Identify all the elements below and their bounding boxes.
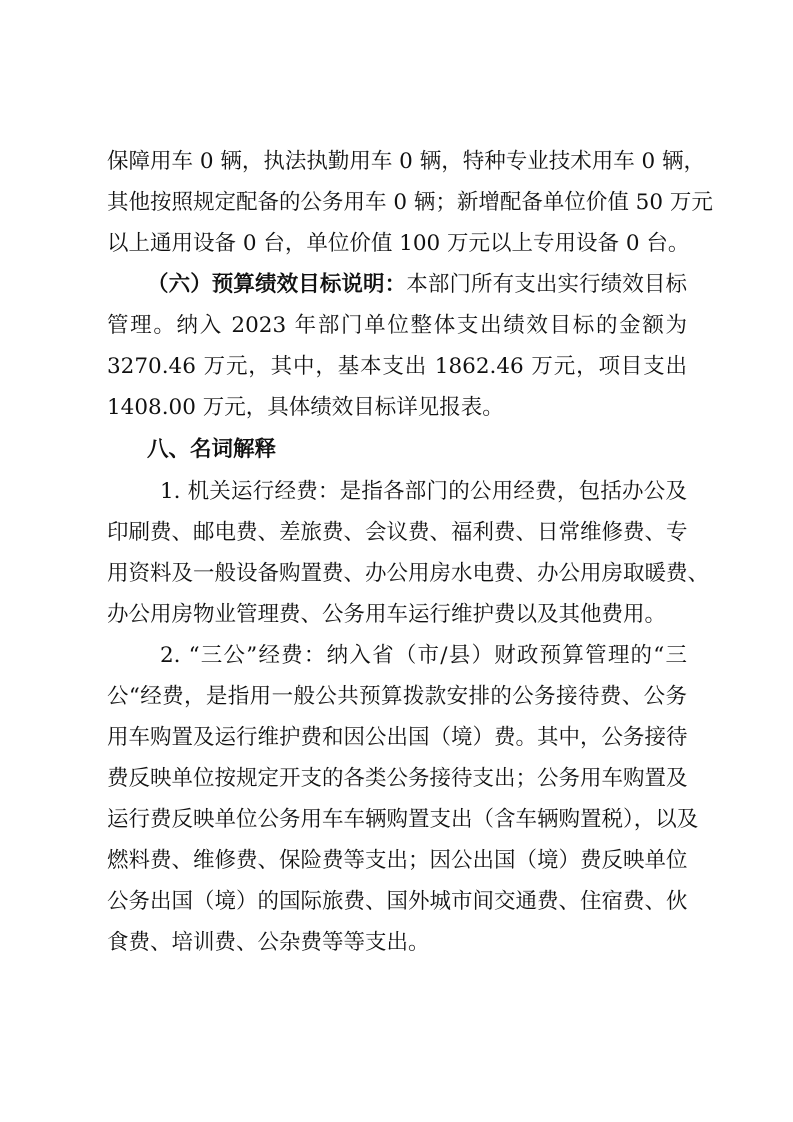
body-line: 保障用车 0 辆，执法执勤用车 0 辆，特种专业技术用车 0 辆， <box>107 149 706 174</box>
term1-line: 办公用房物业管理费、公务用车运行维护费以及其他费用。 <box>107 602 667 627</box>
term2-line: 2. “三公”经费：纳入省（市/县）财政预算管理的“三 <box>160 643 687 668</box>
performance-line: 1408.00 万元，具体绩效目标详见报表。 <box>107 395 504 420</box>
performance-line: 3270.46 万元，其中，基本支出 1862.46 万元，项目支出 <box>107 354 687 379</box>
term1-line: 1. 机关运行经费：是指各部门的公用经费，包括办公及 <box>160 479 687 504</box>
term2-line: 公务出国（境）的国际旅费、国外城市间交通费、住宿费、伙 <box>107 889 688 914</box>
term2-line: 用车购置及运行维护费和因公出国（境）费。其中，公务接待 <box>107 725 688 750</box>
body-line: 其他按照规定配备的公务用车 0 辆；新增配备单位价值 50 万元 <box>107 190 713 215</box>
performance-paragraph-first-line <box>147 265 687 305</box>
body-line: 以上通用设备 0 台，单位价值 100 万元以上专用设备 0 台。 <box>107 231 690 256</box>
term2-line: 公“经费，是指用一般公共预算拨款安排的公务接待费、公务 <box>107 684 687 709</box>
term2-line: 燃料费、维修费、保险费等支出；因公出国（境）费反映单位 <box>107 848 688 873</box>
term2-line: 运行费反映单位公务用车车辆购置支出（含车辆购置税），以及 <box>107 807 699 832</box>
performance-line: 管理。纳入 2023 年部门单位整体支出绩效目标的金额为 <box>107 313 687 338</box>
performance-label: （六）预算绩效目标说明： <box>147 272 407 297</box>
term2-line: 食费、培训费、公杂费等等支出。 <box>107 930 430 955</box>
term1-line: 用资料及一般设备购置费、办公用房水电费、办公用房取暖费、 <box>107 561 710 586</box>
term2-line: 费反映单位按规定开支的各类公务接待支出；公务用车购置及 <box>107 766 688 791</box>
term1-line: 印刷费、邮电费、差旅费、会议费、福利费、日常维修费、专 <box>107 520 688 545</box>
section-heading: 八、名词解释 <box>147 437 277 462</box>
performance-first-text: 本部门所有支出实行绩效目标 <box>406 272 687 297</box>
